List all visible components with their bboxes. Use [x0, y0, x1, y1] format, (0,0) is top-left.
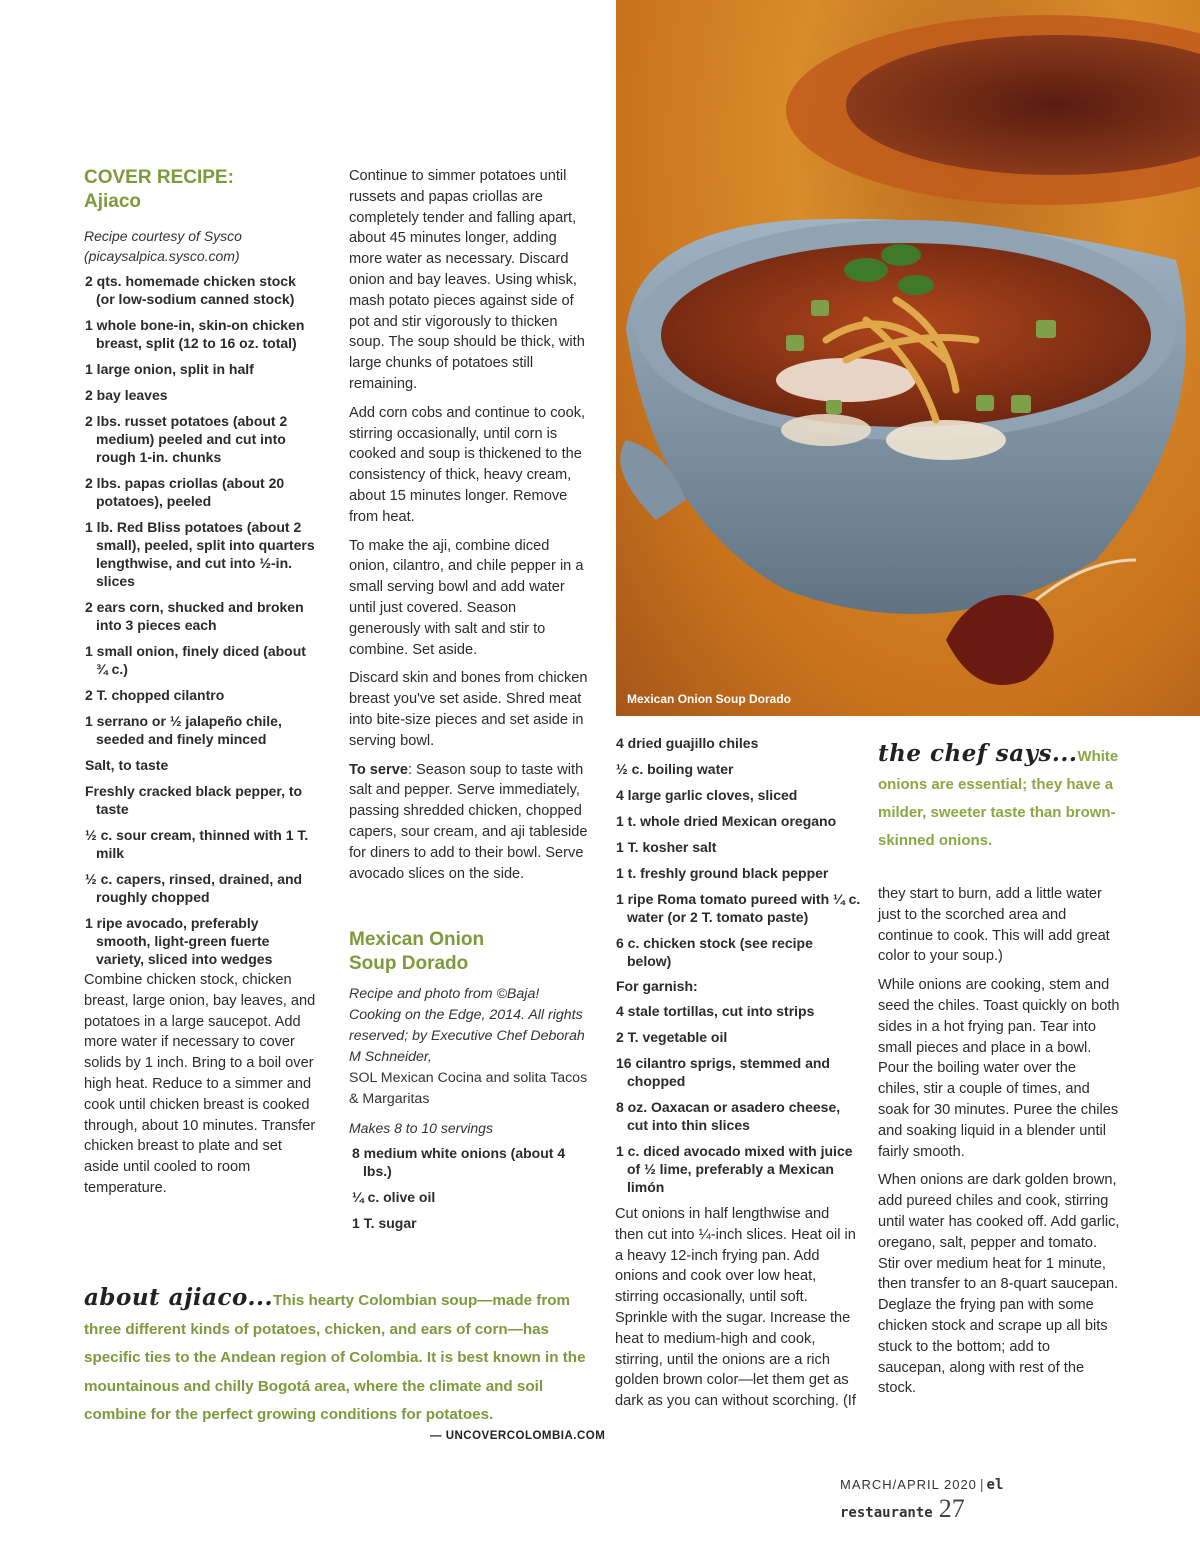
ingredient: 1 lb. Red Bliss potatoes (about 2 small), peeled, split into quarters lengthwise, and cut into ½-in. slices	[85, 519, 315, 589]
ingredient: 1 t. freshly ground black pepper	[616, 865, 829, 881]
ajiaco-step: Add corn cobs and continue to cook, stirring occasionally, until corn is cooked and soup is thickened to the consistency of thick, heavy cream, about 15 minutes longer. Remove from heat.	[349, 404, 586, 525]
dorado-title-line2: Soup Dorado	[349, 953, 469, 975]
ajiaco-step: Continue to simmer potatoes until russets and papas criollas are completely tender and falling apart, about 45 minutes longer, adding more water as necessary. Discard onion and bay leaves. Using whisk, mash potato pieces against side of pot and stir vigorously to thicken soup. The soup should be thick, with large chunks of potatoes still remaining.	[349, 168, 585, 392]
about-tip: This hearty Colombian soup—made from three different kinds of potatoes, chicken, and ears of corn—has specific ties to the Andean region of Colombia. It is best known in the mountainous and chilly Bogotá area, where the climate and soil combine for the perfect growing conditions for potatoes.	[84, 1292, 586, 1423]
dorado-ingredients-column	[615, 734, 861, 1420]
chef-tip: White onions are essential; they have a milder, sweeter taste than brown-skinned onions.	[878, 748, 1119, 849]
chef-says-script: the chef says...	[878, 740, 1078, 767]
chef-tip-block	[878, 740, 1123, 855]
ingredient: 2 T. chopped cilantro	[85, 687, 225, 703]
about-source: — UNCOVERCOLOMBIA.COM	[430, 1430, 606, 1442]
dorado-step: While onions are cooking, stem and seed the chiles. Toast quickly on both sides in a hot frying pan. Tear into small pieces and place in a bowl. Pour the boiling water over the chiles, stir a couple of times, and soak for 30 minutes. Puree the chiles and soaking liquid in a blender until fairly smooth.	[878, 977, 1120, 1160]
ingredient: 1 serrano or ½ jalapeño chile, seeded and finely minced	[85, 713, 282, 747]
ingredient: 16 cilantro sprigs, stemmed and chopped	[616, 1055, 830, 1089]
ingredient: 1 T. kosher salt	[616, 839, 717, 855]
dorado-step: Cut onions in half lengthwise and then cut into ¼-inch slices. Heat oil in a heavy 12-inch frying pan. Add onions and cook over low heat, stirring occasionally, until soft. Sprinkle with the sugar. Increase the heat to medium-high and cook, stirring, until the onions are a rich golden brown color—let them get as dark as you can without scorching. (If	[615, 1206, 856, 1410]
cover-recipe-kicker: COVER RECIPE:	[84, 167, 234, 188]
ingredient: 1 c. diced avocado mixed with juice of ½ lime, preferably a Mexican limón	[616, 1143, 853, 1195]
about-ajiaco-callout	[84, 1284, 594, 1430]
dorado-credit-restaurant: SOL Mexican Cocina and solita Tacos & Margaritas	[349, 1070, 588, 1108]
ajiaco-step: To make the aji, combine diced onion, cilantro, and chile pepper in a small serving bowl and add water until just covered. Season generously with salt and stir to combine. Set aside.	[349, 537, 584, 658]
ingredient: 1 small onion, finely diced (about ¾ c.)	[85, 643, 306, 677]
ingredient: Freshly cracked black pepper, to taste	[85, 783, 303, 817]
about-ajiaco-script: about ajiaco...	[84, 1284, 274, 1311]
cover-recipe-title: Ajiaco	[84, 191, 142, 212]
ingredient: 2 ears corn, shucked and broken into 3 pieces each	[85, 599, 304, 633]
ingredient: 8 medium white onions (about 4 lbs.)	[352, 1145, 566, 1180]
ingredient: 2 T. vegetable oil	[616, 1029, 728, 1045]
ingredient: Salt, to taste	[85, 757, 169, 773]
issue-date: MARCH/APRIL 2020	[840, 1477, 977, 1492]
ingredient: 1 whole bone-in, skin-on chicken breast, split (12 to 16 oz. total)	[85, 317, 305, 351]
ingredient: 8 oz. Oaxacan or asadero cheese, cut into thin slices	[616, 1099, 841, 1133]
chef-says-callout	[878, 740, 1123, 855]
ajiaco-step: Discard skin and bones from chicken breast you've set aside. Shred meat into bite-size pieces and set aside in serving bowl.	[349, 670, 588, 749]
dorado-ingredients-b	[615, 734, 861, 970]
ingredient: 1 t. whole dried Mexican oregano	[616, 813, 837, 829]
ingredient: 4 stale tortillas, cut into strips	[616, 1003, 815, 1019]
ajiaco-ingredients	[84, 272, 316, 968]
ingredient: 4 large garlic cloves, sliced	[616, 787, 798, 803]
dorado-credit: Recipe and photo from ©Baja! Cooking on the Edge, 2014. All rights reserved; by Executive Chef Deborah M Schneider,	[349, 986, 585, 1066]
page-footer	[840, 1476, 1130, 1523]
ingredient: ½ c. capers, rinsed, drained, and roughly chopped	[85, 871, 303, 905]
ingredient: 1 large onion, split in half	[85, 361, 254, 377]
ingredient: ½ c. sour cream, thinned with 1 T. milk	[85, 827, 309, 861]
garnish-ingredients	[615, 1002, 861, 1196]
serve-label: To serve	[349, 761, 408, 778]
dorado-step: When onions are dark golden brown, add pureed chiles and cook, stirring until water has cooked off. Add garlic, oregano, salt, pepper and tomato. Stir over medium heat for 1 minute, then transfer to an 8-quart saucepan. Deglaze the frying pan with some chicken stock and scrape up all bits stuck to the bottom; add to saucepan, along with rest of the stock.	[878, 1172, 1120, 1397]
recipe-credit-url: (picaysalpica.sysco.com)	[84, 248, 240, 264]
dorado-title-line1: Mexican Onion	[349, 929, 485, 951]
recipe-credit: Recipe courtesy of Sysco	[84, 228, 242, 244]
soup-bowl-illustration	[616, 0, 1200, 716]
ingredient: 1 ripe Roma tomato pureed with ¼ c. water (or 2 T. tomato paste)	[616, 891, 861, 925]
ingredient: 1 ripe avocado, preferably smooth, light-green fuerte variety, sliced into wedges	[85, 915, 273, 967]
page-number: 27	[938, 1494, 965, 1523]
dorado-servings: Makes 8 to 10 servings	[349, 1120, 493, 1137]
ajiaco-step: Combine chicken stock, chicken breast, large onion, bay leaves, and potatoes in a large saucepot. Add more water if necessary to cover solids by 1 inch. Bring to a boil over high heat. Reduce to a simmer and cook until chicken breast is cooked through, about 10 minutes. Transfer chicken breast to plate and set aside until cooled to room temperature.	[84, 972, 316, 1196]
cover-recipe-column	[84, 166, 316, 1207]
ajiaco-serve	[349, 760, 589, 885]
ingredient: ¼ c. olive oil	[352, 1189, 436, 1206]
dorado-ingredients-a	[349, 1144, 589, 1232]
garnish-label: For garnish:	[616, 978, 698, 994]
footer-separator: |	[979, 1476, 984, 1492]
magazine-name: el restaurante	[840, 1477, 1004, 1521]
dorado-steps-column	[878, 884, 1120, 1407]
dorado-title	[349, 928, 589, 976]
ingredient: 6 c. chicken stock (see recipe below)	[616, 935, 813, 969]
ingredient: 4 dried guajillo chiles	[616, 735, 759, 751]
about-tip-block	[84, 1284, 594, 1430]
photo-caption: Mexican Onion Soup Dorado	[627, 692, 792, 706]
serve-text: : Season soup to taste with salt and pepper. Serve immediately, passing shredded chicken, chopped capers, sour cream, and aji tableside for diners to add to their bowl. Serve avocado slices on the side.	[349, 761, 588, 882]
dorado-step: they start to burn, add a little water just to the scorched area and continue to cook. This will add great color to your soup.)	[878, 886, 1110, 965]
ingredient: ½ c. boiling water	[616, 761, 734, 777]
ingredient: 2 bay leaves	[85, 387, 168, 403]
ingredient: 2 lbs. russet potatoes (about 2 medium) peeled and cut into rough 1-in. chunks	[85, 413, 288, 465]
ingredient: 1 T. sugar	[352, 1215, 417, 1232]
soup-photo	[616, 0, 1200, 716]
cover-recipe-continued-column	[349, 166, 589, 1240]
ingredient: 2 qts. homemade chicken stock (or low-sodium canned stock)	[85, 273, 296, 307]
ingredient: 2 lbs. papas criollas (about 20 potatoes), peeled	[85, 475, 285, 509]
